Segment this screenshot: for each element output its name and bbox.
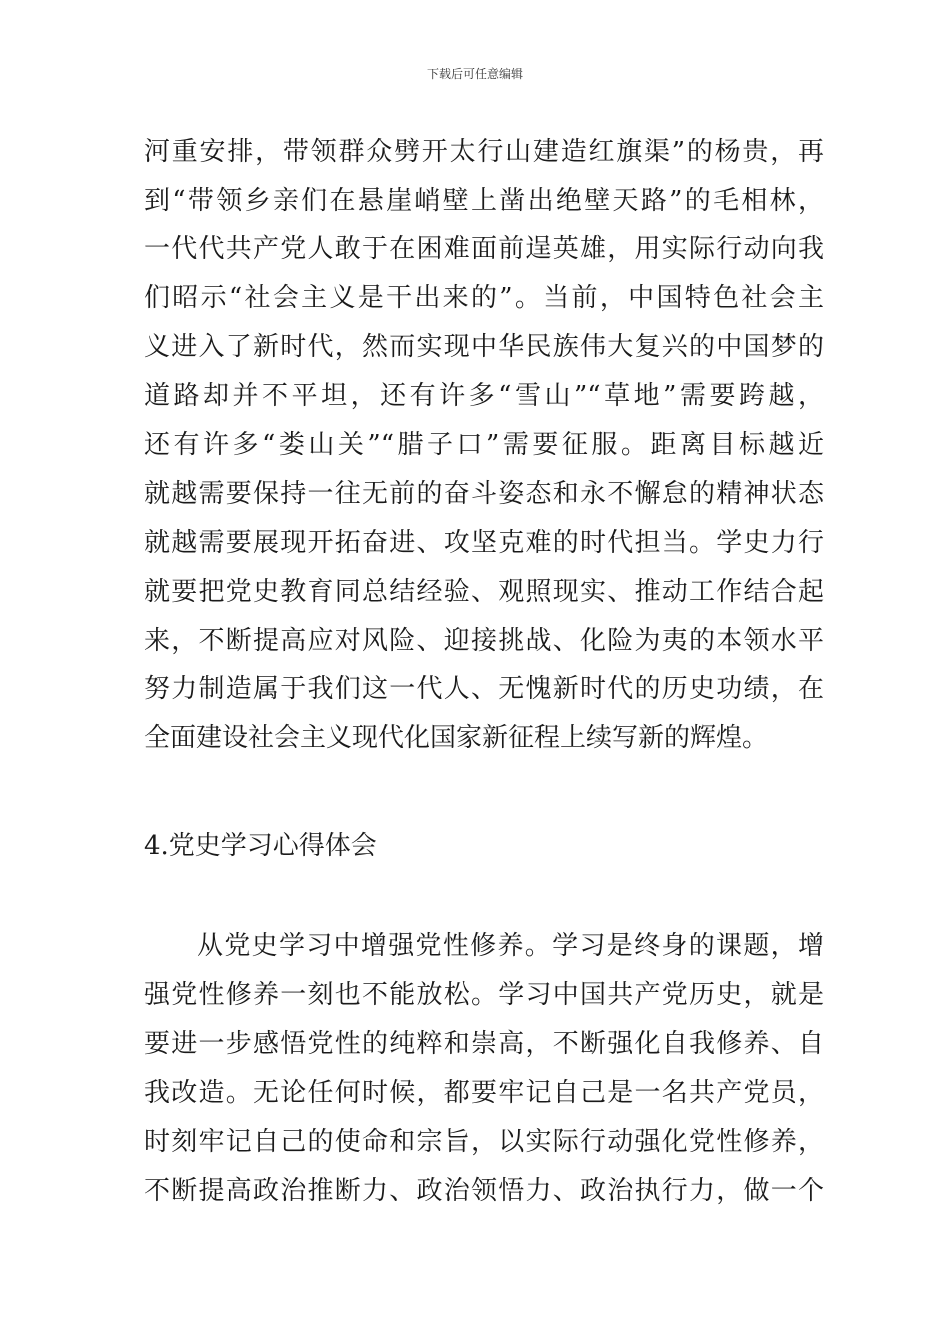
text-line: 来，不断提高应对风险、迎接挑战、化险为夷的本领水平 [144, 626, 824, 656]
text-line: 到“带领乡亲们在悬崖峭壁上凿出绝壁天路”的毛相林， [144, 186, 824, 216]
text-line: 们昭示“社会主义是干出来的”。当前，中国特色社会主 [144, 283, 824, 313]
text-line: 还有许多“娄山关”“腊子口”需要征服。距离目标越近 [144, 430, 824, 460]
section-heading: 4.党史学习心得体会 [144, 831, 377, 861]
text-line: 我改造。无论任何时候，都要牢记自己是一名共产党员， [144, 1078, 824, 1108]
text-line: 努力制造属于我们这一代人、无愧新时代的历史功绩，在 [144, 674, 824, 704]
text-line: 不断提高政治推断力、政治领悟力、政治执行力，做一个 [144, 1176, 824, 1206]
page-header: 下载后可任意编辑 [426, 67, 523, 81]
text-line: 就要把党史教育同总结经验、观照现实、推动工作结合起 [144, 577, 824, 607]
text-line: 一代代共产党人敢于在困难面前逞英雄，用实际行动向我 [144, 234, 824, 264]
text-line: 就越需要展现开拓奋进、攻坚克难的时代担当。学史力行 [144, 528, 824, 558]
text-line: 就越需要保持一往无前的奋斗姿态和永不懈怠的精神状态 [144, 479, 824, 509]
text-line: 全面建设社会主义现代化国家新征程上续写新的辉煌。 [144, 723, 769, 753]
text-line: 从党史学习中增强党性修养。学习是终身的课题，增 [197, 931, 824, 961]
text-line: 时刻牢记自己的使命和宗旨，以实际行动强化党性修养， [144, 1127, 824, 1157]
text-line: 要进一步感悟党性的纯粹和崇高，不断强化自我修养、自 [144, 1029, 824, 1059]
text-line: 河重安排，带领群众劈开太行山建造红旗渠”的杨贵，再 [144, 137, 824, 167]
text-line: 强党性修养一刻也不能放松。学习中国共产党历史，就是 [144, 980, 824, 1010]
text-line: 义进入了新时代，然而实现中华民族伟大复兴的中国梦的 [144, 332, 824, 362]
text-line: 道路却并不平坦，还有许多“雪山”“草地”需要跨越， [144, 381, 824, 411]
